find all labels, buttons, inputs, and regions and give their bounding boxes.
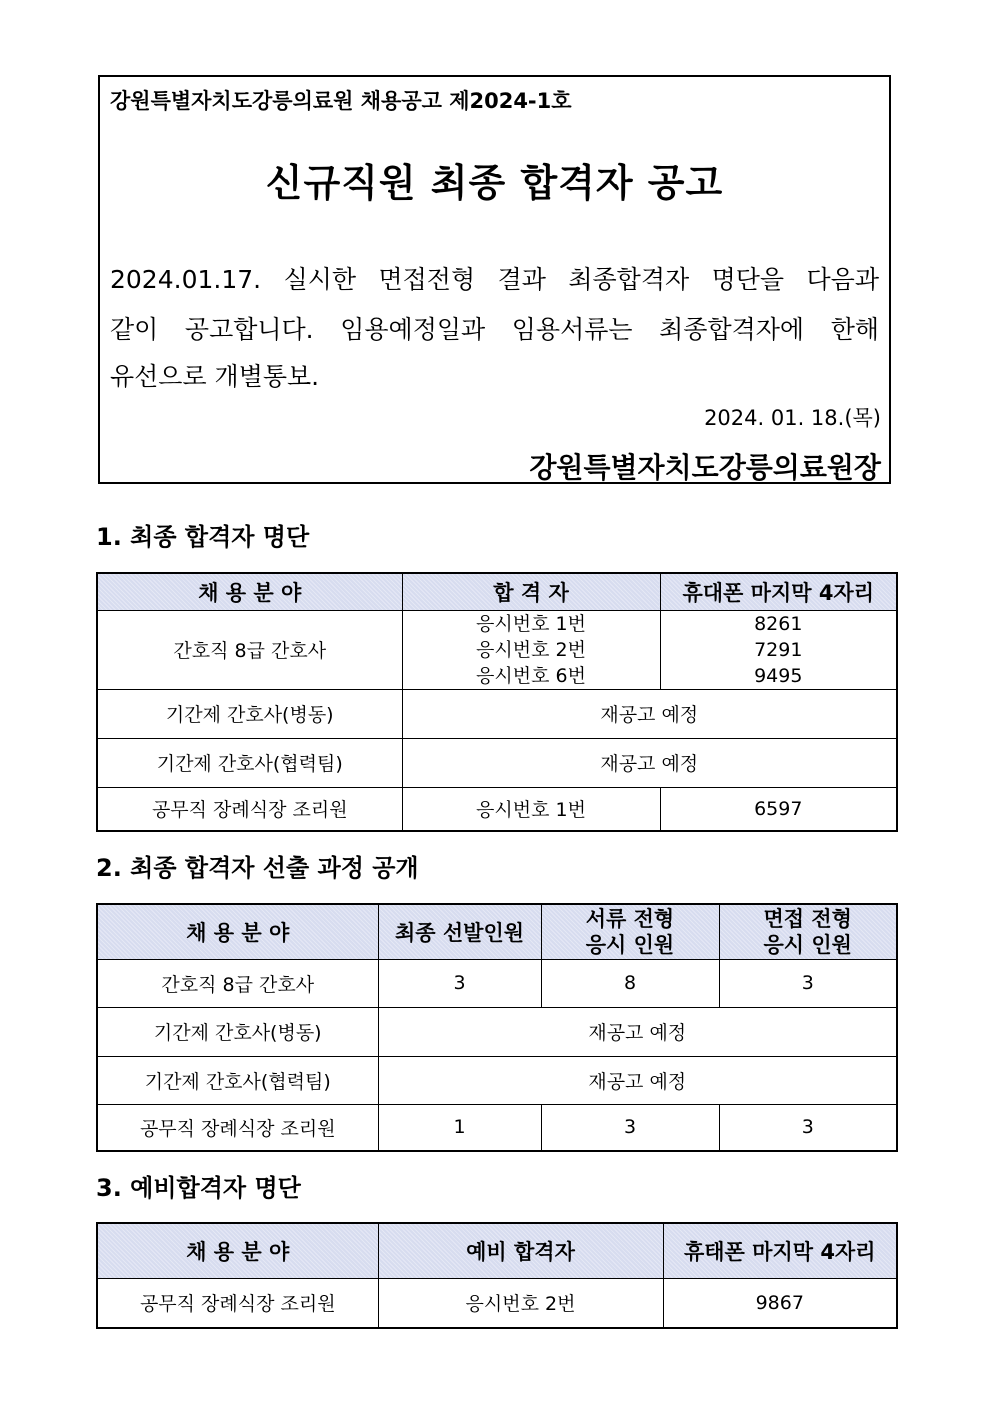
interview-count-cell: 3 bbox=[719, 959, 897, 1007]
column-header-line: 응시 인원 bbox=[763, 932, 852, 957]
announcement-body-line: 유선으로 개별통보. bbox=[110, 362, 320, 391]
section-2-heading: 2. 최종 합격자 선출 과정 공개 bbox=[96, 854, 419, 882]
reserve-passers-table bbox=[96, 1222, 898, 1329]
phone-cell: 9867 bbox=[663, 1278, 897, 1328]
note-cell: 재공고 예정 bbox=[378, 1056, 897, 1104]
applicant-cell bbox=[402, 610, 660, 689]
document-count-cell: 3 bbox=[541, 1104, 719, 1151]
table-row bbox=[97, 1056, 897, 1104]
section-1-heading: 1. 최종 합격자 명단 bbox=[96, 523, 310, 551]
table-header-row bbox=[97, 1223, 897, 1278]
selection-process-table bbox=[96, 903, 898, 1152]
phone-digits: 7291 bbox=[754, 638, 803, 661]
column-header: 채 용 분 야 bbox=[97, 904, 378, 959]
table-header-row bbox=[97, 573, 897, 610]
field-cell: 기간제 간호사(협력팀) bbox=[97, 1056, 378, 1104]
column-header bbox=[719, 904, 897, 959]
page-title: 신규직원 최종 합격자 공고 bbox=[265, 161, 724, 205]
column-header: 채 용 분 야 bbox=[97, 573, 402, 610]
column-header-line: 면접 전형 bbox=[763, 906, 852, 931]
phone-cell bbox=[660, 610, 897, 689]
announcement-number: 강원특별자치도강릉의료원 채용공고 제2024-1호 bbox=[110, 89, 572, 113]
field-cell: 공무직 장례식장 조리원 bbox=[97, 1104, 378, 1151]
final-passers-table bbox=[96, 572, 898, 832]
table-row bbox=[97, 738, 897, 787]
column-header-line: 응시 인원 bbox=[585, 932, 675, 957]
phone-digits: 8261 bbox=[754, 612, 803, 635]
table-row bbox=[97, 1104, 897, 1151]
applicant-number: 응시번호 6번 bbox=[476, 664, 586, 687]
announcement-box bbox=[98, 75, 891, 484]
applicant-number: 응시번호 1번 bbox=[476, 612, 586, 635]
field-cell: 기간제 간호사(병동) bbox=[97, 1007, 378, 1056]
phone-cell: 6597 bbox=[660, 787, 897, 831]
table-row bbox=[97, 689, 897, 738]
announcement-body-line: 같이 공고합니다. 임용예정일과 임용서류는 최종합격자에 한해 bbox=[110, 315, 879, 344]
field-cell: 간호직 8급 간호사 bbox=[97, 610, 402, 689]
note-cell: 재공고 예정 bbox=[402, 738, 897, 787]
table-row bbox=[97, 787, 897, 831]
table-row bbox=[97, 1007, 897, 1056]
field-cell: 기간제 간호사(협력팀) bbox=[97, 738, 402, 787]
applicant-number: 응시번호 2번 bbox=[476, 638, 586, 661]
column-header: 채 용 분 야 bbox=[97, 1223, 378, 1278]
table-row bbox=[97, 1278, 897, 1328]
field-cell: 공무직 장례식장 조리원 bbox=[97, 1278, 378, 1328]
announcement-date: 2024. 01. 18.(목) bbox=[704, 406, 881, 430]
document-count-cell: 8 bbox=[541, 959, 719, 1007]
section-3-heading: 3. 예비합격자 명단 bbox=[96, 1174, 301, 1202]
column-header: 휴대폰 마지막 4자리 bbox=[660, 573, 897, 610]
field-cell: 간호직 8급 간호사 bbox=[97, 959, 378, 1007]
table-row bbox=[97, 959, 897, 1007]
interview-count-cell: 3 bbox=[719, 1104, 897, 1151]
column-header: 휴태폰 마지막 4자리 bbox=[663, 1223, 897, 1278]
phone-digits: 9495 bbox=[754, 664, 803, 687]
note-cell: 재공고 예정 bbox=[378, 1007, 897, 1056]
announcement-signer: 강원특별자치도강릉의료원장 bbox=[529, 451, 881, 484]
column-header: 예비 합격자 bbox=[378, 1223, 663, 1278]
column-header-line: 서류 전형 bbox=[585, 906, 675, 931]
table-row bbox=[97, 610, 897, 689]
applicant-cell: 응시번호 1번 bbox=[402, 787, 660, 831]
table-header-row bbox=[97, 904, 897, 959]
final-count-cell: 1 bbox=[378, 1104, 541, 1151]
note-cell: 재공고 예정 bbox=[402, 689, 897, 738]
column-header bbox=[541, 904, 719, 959]
final-count-cell: 3 bbox=[378, 959, 541, 1007]
announcement-body-line: 2024.01.17. 실시한 면접전형 결과 최종합격자 명단을 다음과 bbox=[110, 265, 879, 294]
field-cell: 기간제 간호사(병동) bbox=[97, 689, 402, 738]
column-header: 합 격 자 bbox=[402, 573, 660, 610]
field-cell: 공무직 장례식장 조리원 bbox=[97, 787, 402, 831]
column-header: 최종 선발인원 bbox=[378, 904, 541, 959]
applicant-cell: 응시번호 2번 bbox=[378, 1278, 663, 1328]
